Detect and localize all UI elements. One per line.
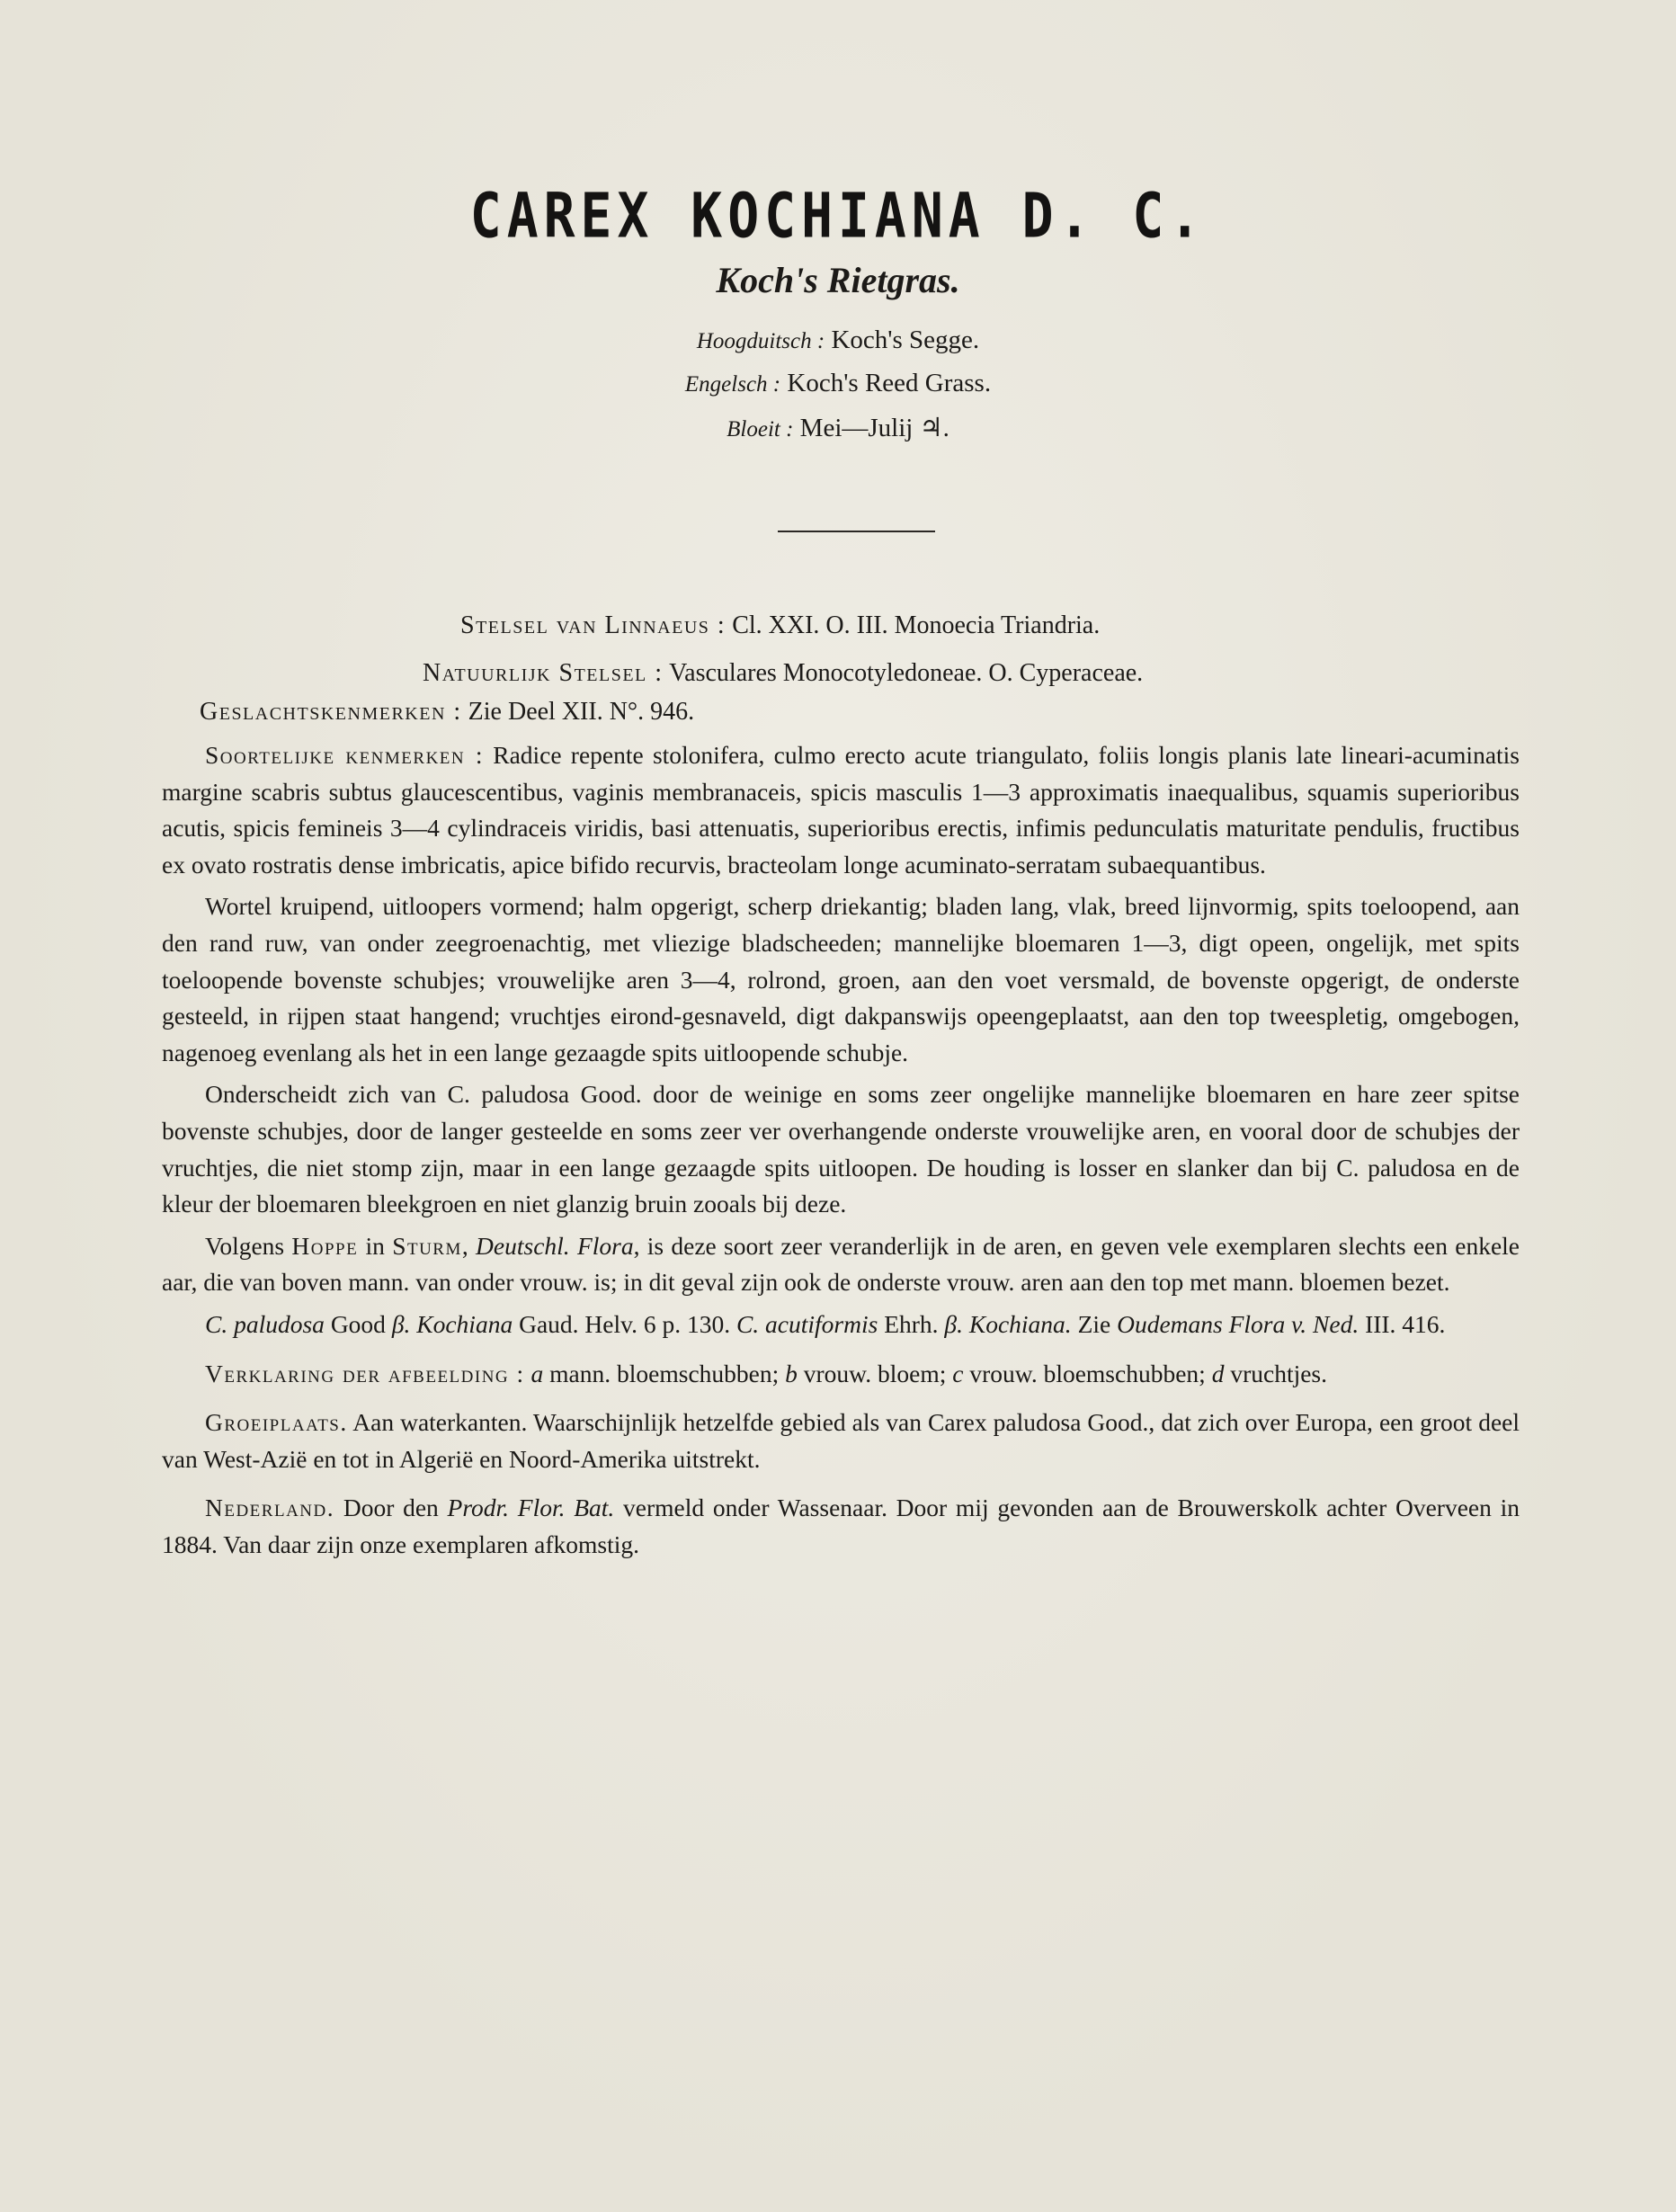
variability-prefix: Volgens bbox=[205, 1231, 285, 1260]
author-sturm: Sturm bbox=[392, 1231, 462, 1260]
netherlands-text-2: vermeld onder Wassenaar. Door mij gevonden aan de Brouwerskolk achter Overveen in 1884. Van daar zijn onze exemplaren afkomstig. bbox=[162, 1494, 1520, 1558]
natural-system-line bbox=[423, 659, 1143, 688]
flowering-value: Mei—Julij ♃. bbox=[799, 414, 949, 442]
syn-ref-1: Gaud. Helv. 6 p. 130. bbox=[519, 1309, 731, 1338]
german-value: Koch's Segge. bbox=[831, 326, 980, 354]
linnaeus-line bbox=[460, 611, 1100, 640]
divider bbox=[778, 531, 935, 532]
syn-ref-2: III. 416. bbox=[1365, 1309, 1446, 1338]
linnaeus-label: Stelsel van Linnaeus : bbox=[460, 611, 727, 639]
legend-text-b: vrouw. bloem; bbox=[803, 1359, 947, 1387]
german-label: Hoogduitsch : bbox=[696, 329, 825, 353]
syn-variety-1: β. Kochiana bbox=[391, 1309, 513, 1338]
syn-work: Oudemans Flora v. Ned. bbox=[1117, 1309, 1360, 1338]
netherlands-paragraph bbox=[162, 1490, 1520, 1563]
syn-variety-2: β. Kochiana. bbox=[944, 1309, 1072, 1338]
linnaeus-value: Cl. XXI. O. III. Monoecia Triandria. bbox=[732, 611, 1101, 639]
netherlands-text-1: Door den bbox=[343, 1494, 439, 1522]
natural-system-label: Natuurlijk Stelsel : bbox=[423, 659, 664, 687]
legend-key-a: a bbox=[530, 1359, 544, 1387]
syn-author-1: Good bbox=[330, 1309, 386, 1338]
author-hoppe: Hoppe bbox=[291, 1231, 359, 1260]
species-characters-text: Radice repente stolonifera, culmo erecto acute triangulato, foliis longis planis late lineari-acuminatis margine scabris subtus glaucescentibus, vaginis membranaceis, spicis masculis 1—3 approximatis inaequalibus, squamis superioribus acutis, spicis femineis 3—4 cylindraceis viridis, basi attenuatis, superioribus erectis, infimis pedunculatis maturitate pendulis, fructibus ex ovato rostratis dense imbricatis, apice bifido recurvis, bracteolam longe acuminato-serratam subaequantibus. bbox=[162, 741, 1520, 879]
legend-text-d: vruchtjes. bbox=[1230, 1359, 1328, 1387]
figure-legend-label: Verklaring der afbeelding : bbox=[205, 1359, 525, 1387]
work-deutschl-flora: Deutschl. Flora bbox=[476, 1231, 634, 1260]
netherlands-work: Prodr. Flor. Bat. bbox=[447, 1494, 615, 1522]
natural-system-value: Vasculares Monocotyledoneae. O. Cyperaceae. bbox=[669, 659, 1144, 687]
habitat-text: Aan waterkanten. Waarschijnlijk hetzelfde gebied als van Carex paludosa Good., dat zich over Europa, een groot deel van West-Azië en tot in Algerië en Noord-Amerika uitstrekt. bbox=[162, 1408, 1520, 1473]
page-title: CAREX KOCHIANA D. C. bbox=[469, 180, 1207, 253]
comparison-paragraph: Onderscheidt zich van C. paludosa Good. door de weinige en soms zeer ongelijke mannelijke bloemaren en hare zeer spitse bovenste schubjes, door de langer gesteelde en soms zeer ver overhangende onderste vrouwelijke aren, en vooral door de schubjes der vruchtjes, die niet stomp zijn, maar in een lange gezaagde spits uitloopen. De houding is losser en slanker dan bij C. paludosa en de kleur der bloemaren bleekgroen en niet glanzig bruin zooals bij deze. bbox=[162, 1080, 1520, 1218]
description-body bbox=[162, 737, 1520, 1563]
english-label: Engelsch : bbox=[684, 372, 781, 397]
species-characters-paragraph bbox=[162, 737, 1520, 883]
netherlands-label: Nederland. bbox=[205, 1494, 335, 1522]
syn-author-2: Ehrh. bbox=[884, 1309, 939, 1338]
genus-characters-line bbox=[200, 698, 694, 727]
legend-key-b: b bbox=[785, 1359, 798, 1387]
synonymy-paragraph bbox=[162, 1307, 1520, 1343]
english-name-line bbox=[0, 369, 1676, 398]
genus-characters-value: Zie Deel XII. N°. 946. bbox=[468, 698, 695, 726]
genus-characters-label: Geslachtskenmerken : bbox=[200, 698, 462, 726]
legend-key-d: d bbox=[1211, 1359, 1225, 1387]
habitat-paragraph bbox=[162, 1405, 1520, 1477]
figure-legend-paragraph bbox=[162, 1356, 1520, 1393]
english-value: Koch's Reed Grass. bbox=[787, 369, 992, 397]
legend-key-c: c bbox=[952, 1359, 964, 1387]
syn-see: Zie bbox=[1077, 1309, 1111, 1338]
flowering-label: Bloeit : bbox=[727, 417, 794, 442]
common-name: Koch's Rietgras. bbox=[716, 260, 960, 300]
variability-paragraph: Volgens Hoppe in Sturm, Deutschl. Flora, is deze soort zeer veranderlijk in de aren, en geven vele exemplaren slechts een enkele aar, die van boven mann. van onder vrouw. is; in dit geval zijn ook de onderste vrouw. aren aan den top met mann. bloemen bezet. bbox=[162, 1231, 1520, 1297]
species-characters-label: Soortelijke kenmerken : bbox=[205, 741, 484, 769]
root-description-paragraph: Wortel kruipend, uitloopers vormend; halm opgerigt, scherp driekantig; bladen lang, vlak, breed lijnvormig, spits toeloopend, aan den rand ruw, van onder zeegroenachtig, met vliezige bladscheeden; mannelijke bloemaren 1—3, digt opeen, ongelijk, met spits toeloopende bovenste schubjes; vrouwelijke aren 3—4, rolrond, groen, aan den voet versmald, de bovenste opgerigt, de onderste gesteeld, in rijpen staat hangend; vruchtjes eirond-gesnaveld, digt dakpanswijs opeengeplaatst, aan den top tweespletig, omgebogen, nagenoeg evenlang als het in een lange gezaagde spits uitloopende schubje. bbox=[162, 892, 1520, 1066]
legend-text-c: vrouw. bloemschubben; bbox=[969, 1359, 1206, 1387]
german-name-line bbox=[0, 326, 1676, 355]
variability-text: , is deze soort zeer veranderlijk in de aren, en geven vele exemplaren slechts een enkele aar, die van boven mann. van onder vrouw. is; in dit geval zijn ook de onderste vrouw. aren aan den top met mann. bloemen bezet. bbox=[162, 1231, 1520, 1297]
legend-text-a: mann. bloemschubben; bbox=[549, 1359, 780, 1387]
syn-name-1: C. paludosa bbox=[205, 1309, 325, 1338]
habitat-label: Groeiplaats. bbox=[205, 1408, 348, 1437]
variability-in: in bbox=[365, 1231, 385, 1260]
syn-name-2: C. acutiformis bbox=[735, 1309, 878, 1338]
flowering-line bbox=[0, 412, 1676, 443]
